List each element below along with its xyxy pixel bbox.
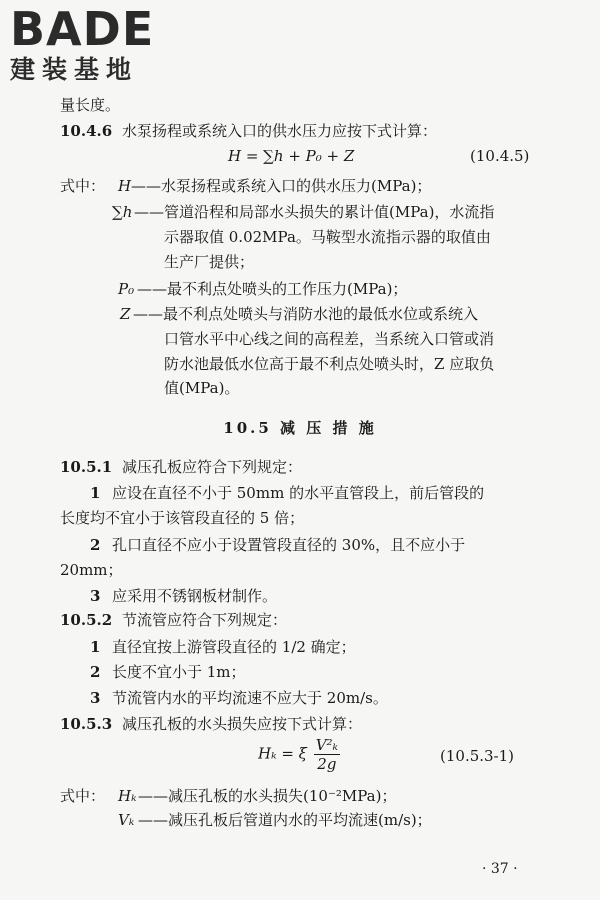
symbol-definition: 口管水平中心线之间的高程差，当系统入口管或消 — [164, 330, 495, 348]
clause-text: 水泵扬程或系统入口的供水压力应按下式计算： — [122, 122, 438, 140]
symbol-definition: 生产厂提供； — [164, 253, 255, 271]
formula-denominator: 2g — [317, 755, 337, 773]
where-label: 式中： — [60, 177, 106, 195]
formula: H = ∑h + P₀ + Z — [228, 147, 355, 165]
item-text: 节流管内水的平均流速不应大于 20m/s。 — [112, 689, 388, 707]
formula-number: (10.5.3-1) — [440, 747, 515, 765]
item-number: 2 — [90, 536, 101, 554]
clause-number: 10.5.1 — [60, 458, 113, 476]
item-number: 1 — [90, 638, 101, 656]
symbol: Z — [120, 305, 131, 323]
item-text: 应设在直径不小于 50mm 的水平直管段上，前后管段的 — [112, 484, 485, 502]
item-text: 应采用不锈钢板材制作。 — [112, 587, 278, 605]
clause-text: 减压孔板应符合下列规定： — [122, 458, 303, 476]
formula-fraction — [314, 736, 340, 773]
symbol-definition: 示器取值 0.02MPa。马鞍型水流指示器的取值由 — [164, 228, 491, 246]
formula-numerator: V²ₖ — [315, 736, 339, 754]
formula-lhs: Hₖ = ξ — [258, 744, 307, 763]
item-text: 直径宜按上游管段直径的 1/2 确定； — [112, 638, 356, 656]
symbol-definition: ——最不利点处喷头与消防水池的最低水位或系统入 — [133, 305, 479, 323]
clause-text: 减压孔板的水头损失应按下式计算： — [122, 715, 363, 733]
symbol-definition: 值(MPa)。 — [164, 379, 240, 397]
formula — [258, 736, 340, 773]
item-text: 20mm； — [60, 561, 123, 579]
symbol: Hₖ — [118, 787, 137, 805]
bade-logo — [10, 2, 155, 84]
symbol-definition: ——减压孔板后管道内水的平均流速(m/s)； — [138, 811, 432, 829]
clause-number: 10.4.6 — [60, 122, 113, 140]
page-number: · 37 · — [482, 861, 518, 877]
clause-text: 节流管应符合下列规定： — [122, 611, 288, 629]
clause-number: 10.5.2 — [60, 611, 113, 629]
symbol: ∑h — [112, 203, 133, 221]
symbol-definition: ——管道沿程和局部水头损失的累计值(MPa)，水流指 — [134, 203, 495, 221]
item-number: 2 — [90, 663, 101, 681]
logo-brand: BADE — [10, 2, 155, 56]
section-title: 10.5 减 压 措 施 — [223, 419, 377, 437]
item-number: 3 — [90, 689, 101, 707]
where-label: 式中： — [60, 787, 106, 805]
symbol: Vₖ — [118, 811, 135, 829]
item-text: 孔口直径不应小于设置管段直径的 30%，且不应小于 — [112, 536, 466, 554]
item-number: 3 — [90, 587, 101, 605]
item-text: 长度不宜小于 1m； — [112, 663, 246, 681]
symbol: P₀ — [118, 280, 135, 298]
item-number: 1 — [90, 484, 101, 502]
symbol-definition: ——水泵扬程或系统入口的供水压力(MPa)； — [131, 177, 432, 195]
symbol-definition: ——减压孔板的水头损失(10⁻²MPa)； — [138, 787, 397, 805]
logo-subtitle: 建装基地 — [10, 55, 139, 84]
symbol-definition: 防水池最低水位高于最不利点处喷头时，Z 应取负 — [164, 355, 495, 373]
continued-line: 量长度。 — [60, 96, 121, 114]
item-text: 长度均不宜小于该管段直径的 5 倍； — [60, 509, 305, 527]
formula-number: (10.4.5) — [470, 147, 530, 165]
clause-number: 10.5.3 — [60, 715, 113, 733]
symbol: H — [118, 177, 132, 195]
symbol-definition: ——最不利点处喷头的工作压力(MPa)； — [137, 280, 408, 298]
